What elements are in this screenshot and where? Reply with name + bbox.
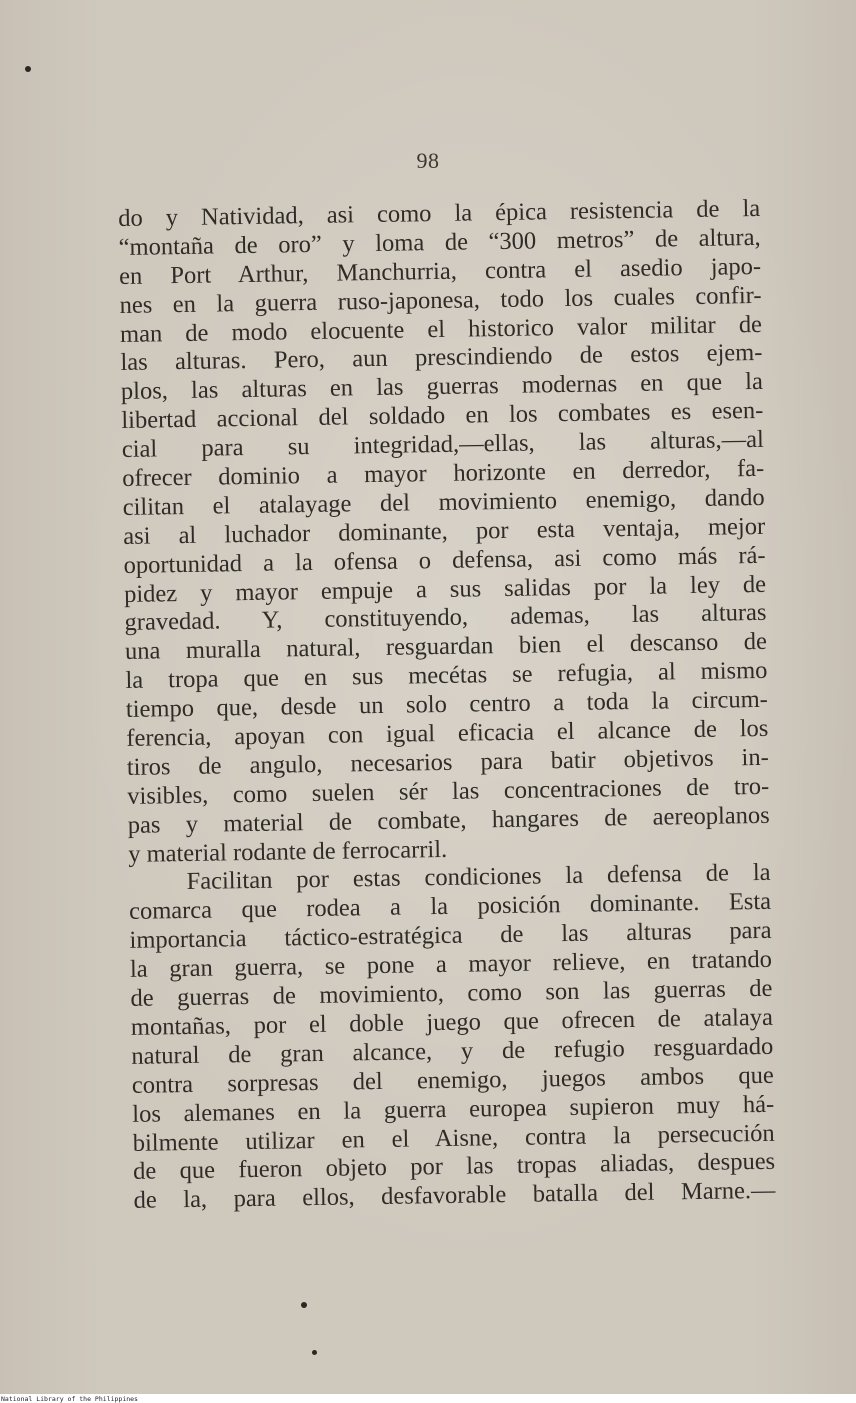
text-line: plos, las alturas en las guerras modernas en que la	[120, 368, 764, 406]
text-line: man de modo elocuente el historico valor militar de	[119, 310, 763, 348]
page-number: 98	[416, 148, 440, 173]
text-line: pas y material de combate, hangares de aereoplanos	[127, 801, 770, 839]
text-line: comarca que rodea a la posición dominante. Esta	[128, 888, 772, 926]
text-line: libertad accional del soldado en los combates es esen-	[121, 397, 764, 435]
text-line: en Port Arthur, Manchurria, contra el asedio japo-	[118, 252, 762, 290]
text-line: contra sorpresas del enemigo, juegos ambos que	[131, 1061, 774, 1099]
text-line: tiempo que, desde un solo centro a toda la circum-	[125, 685, 769, 724]
text-line: las alturas. Pero, aun prescindiendo de estos ejem-	[120, 339, 763, 377]
bottom-dot	[312, 1350, 317, 1355]
library-credit: National Library of the Philippines	[1, 1395, 138, 1403]
body-text	[118, 195, 776, 1216]
paragraph-end-line: y material rodante de ferrocarril.	[127, 835, 448, 868]
text-line: bilmente utilizar en el Aisne, contra la persecución	[132, 1119, 775, 1157]
text-line: ofrecer dominio a mayor horizonte en derredor, fa-	[122, 454, 765, 492]
text-line: natural de gran alcance, y de refugio resguardado	[131, 1032, 774, 1070]
paragraph-start-line: Facilitan por estas condiciones la defensa de la	[186, 859, 771, 896]
text-line: importancia táctico-estratégica de las alturas para	[129, 917, 772, 955]
text-line: tiros de angulo, necesarios para batir objetivos in-	[126, 743, 769, 781]
text-line: gravedad. Y, constituyendo, ademas, las alturas	[124, 599, 767, 637]
text-line: la gran guerra, se pone a mayor relieve, en tratando	[129, 945, 773, 984]
text-line: asi al luchador dominante, por esta ventaja, mejor	[122, 512, 766, 550]
text-line: nes en la guerra ruso-japonesa, todo los cuales confir-	[119, 281, 762, 319]
text-line: la tropa que en sus mecétas se refugia, al mismo	[125, 657, 768, 695]
bottom-dot	[301, 1302, 307, 1308]
text-line: de que fueron objeto por las tropas aliadas, despues	[132, 1148, 776, 1186]
text-line: montañas, por el doble juego que ofrecen de atalaya	[130, 1003, 774, 1041]
text-line: pidez y mayor empuje a sus salidas por la ley de	[123, 570, 767, 608]
text-line: cial para su integridad,—ellas, las alturas,—al	[121, 426, 764, 464]
text-line: visibles, como suelen sér las concentraciones de tro-	[127, 772, 770, 810]
margin-dot	[25, 66, 31, 72]
text-line: de guerras de movimiento, como son las guerras de	[130, 974, 773, 1012]
text-line: oportunidad a la ofensa o defensa, asi como más rá-	[123, 541, 766, 579]
text-line: una muralla natural, resguardan bien el descanso de	[124, 628, 768, 666]
text-line: “montaña de oro” y loma de “300 metros” de altura,	[118, 223, 761, 261]
text-line: los alemanes en la guerra europea supieron muy há-	[132, 1090, 775, 1128]
text-line: do y Natividad, asi como la épica resistencia de la	[118, 194, 761, 232]
text-line: de la, para ellos, desfavorable batalla del Marne.—	[133, 1177, 776, 1215]
text-line: ferencia, apoyan con igual eficacia el alcance de los	[126, 714, 769, 752]
text-line: cilitan el atalayage del movimiento enemigo, dando	[122, 483, 765, 521]
